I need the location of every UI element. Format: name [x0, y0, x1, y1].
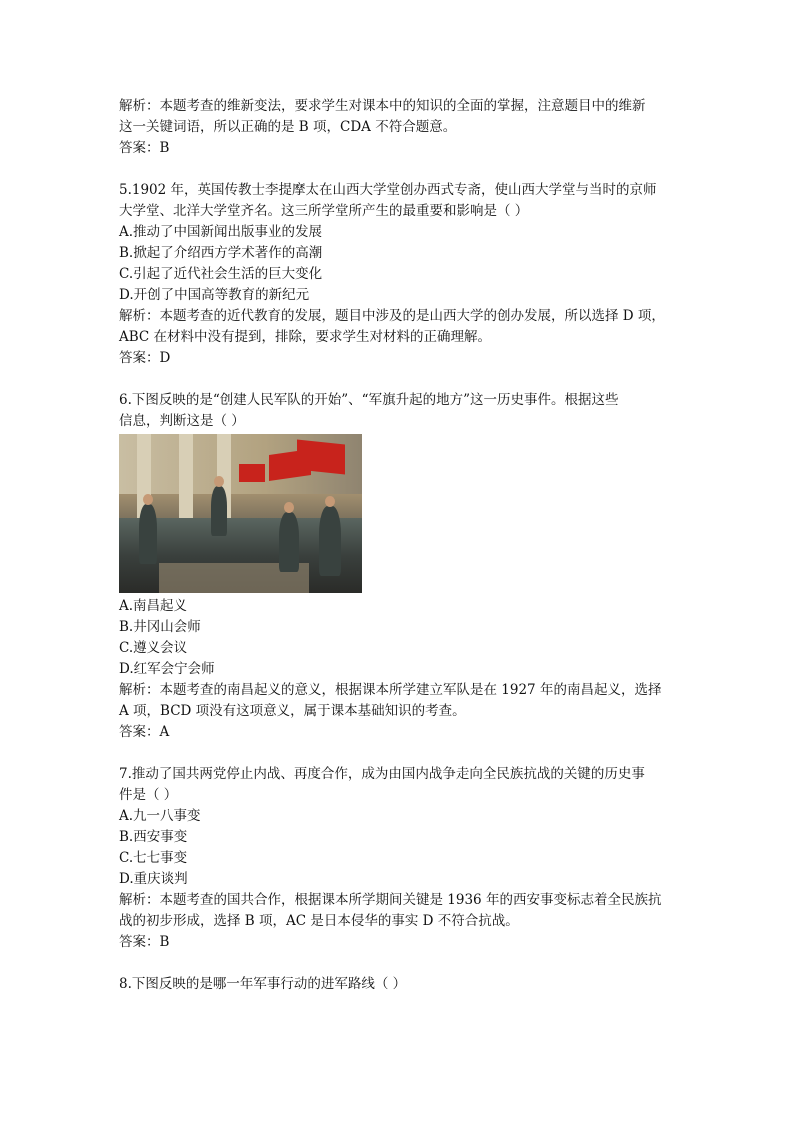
q6-stem-line1: 6.下图反映的是“创建人民军队的开始”、“军旗升起的地方”这一历史事件。根据这些: [119, 392, 619, 408]
q7-stem-line2: 件是（ ）: [119, 787, 178, 803]
q4-analysis-line1: 解析：本题考查的维新变法，要求学生对课本中的知识的全面的掌握，注意题目中的维新: [119, 98, 646, 114]
document-content: [119, 96, 679, 995]
q7-option-c: C.七七事变: [119, 850, 188, 866]
q7-stem-line1: 7.推动了国共两党停止内战、再度合作，成为由国内战争走向全民族抗战的关键的历史事: [119, 766, 645, 782]
q5-stem-line1: 5.1902 年，英国传教士李提摩太在山西大学堂创办西式专斋，使山西大学堂与当时的京师: [119, 182, 657, 198]
q5-option-a: A.推动了中国新闻出版事业的发展: [119, 224, 323, 240]
q6-analysis-line2: A 项，BCD 项没有这项意义，属于课本基础知识的考查。: [119, 703, 466, 719]
q7-analysis-line2: 战的初步形成，选择 B 项，AC 是日本侵华的事实 D 不符合抗战。: [119, 913, 519, 929]
q6-option-c: C.遵义会议: [119, 640, 188, 656]
q7-option-b: B.西安事变: [119, 829, 188, 845]
q4-analysis-line2: 这一关键词语，所以正确的是 B 项，CDA 不符合题意。: [119, 119, 457, 135]
q5-analysis-line2: ABC 在材料中没有提到，排除，要求学生对材料的正确理解。: [119, 329, 492, 345]
q5-option-b: B.掀起了介绍西方学术著作的高潮: [119, 245, 323, 261]
q4-answer: 答案：B: [119, 140, 170, 156]
q6-option-b: B.井冈山会师: [119, 619, 201, 635]
nanchang-uprising-painting: [119, 434, 362, 593]
q6-option-d: D.红军会宁会师: [119, 661, 215, 677]
q7-analysis-line1: 解析：本题考查的国共合作，根据课本所学期间关键是 1936 年的西安事变标志着全民族抗: [119, 892, 662, 908]
q5-analysis-line1: 解析：本题考查的近代教育的发展，题目中涉及的是山西大学的创办发展，所以选择 D 项，: [119, 308, 665, 324]
q7-answer: 答案：B: [119, 934, 170, 950]
q7-option-d: D.重庆谈判: [119, 871, 188, 887]
q5-answer: 答案：D: [119, 350, 171, 366]
q5-stem-line2: 大学堂、北洋大学堂齐名。这三所学堂所产生的最重要和影响是（ ）: [119, 203, 529, 219]
q6-stem-line2: 信息，判断这是（ ）: [119, 413, 245, 429]
q6-option-a: A.南昌起义: [119, 598, 188, 614]
q7-option-a: A.九一八事变: [119, 808, 201, 824]
q5-option-d: D.开创了中国高等教育的新纪元: [119, 287, 310, 303]
q5-option-c: C.引起了近代社会生活的巨大变化: [119, 266, 323, 282]
q6-analysis-line1: 解析：本题考查的南昌起义的意义，根据课本所学建立军队是在 1927 年的南昌起义，选择: [119, 682, 662, 698]
q6-answer: 答案：A: [119, 724, 170, 740]
q8-stem-line1: 8.下图反映的是哪一年军事行动的进军路线（ ）: [119, 976, 407, 992]
